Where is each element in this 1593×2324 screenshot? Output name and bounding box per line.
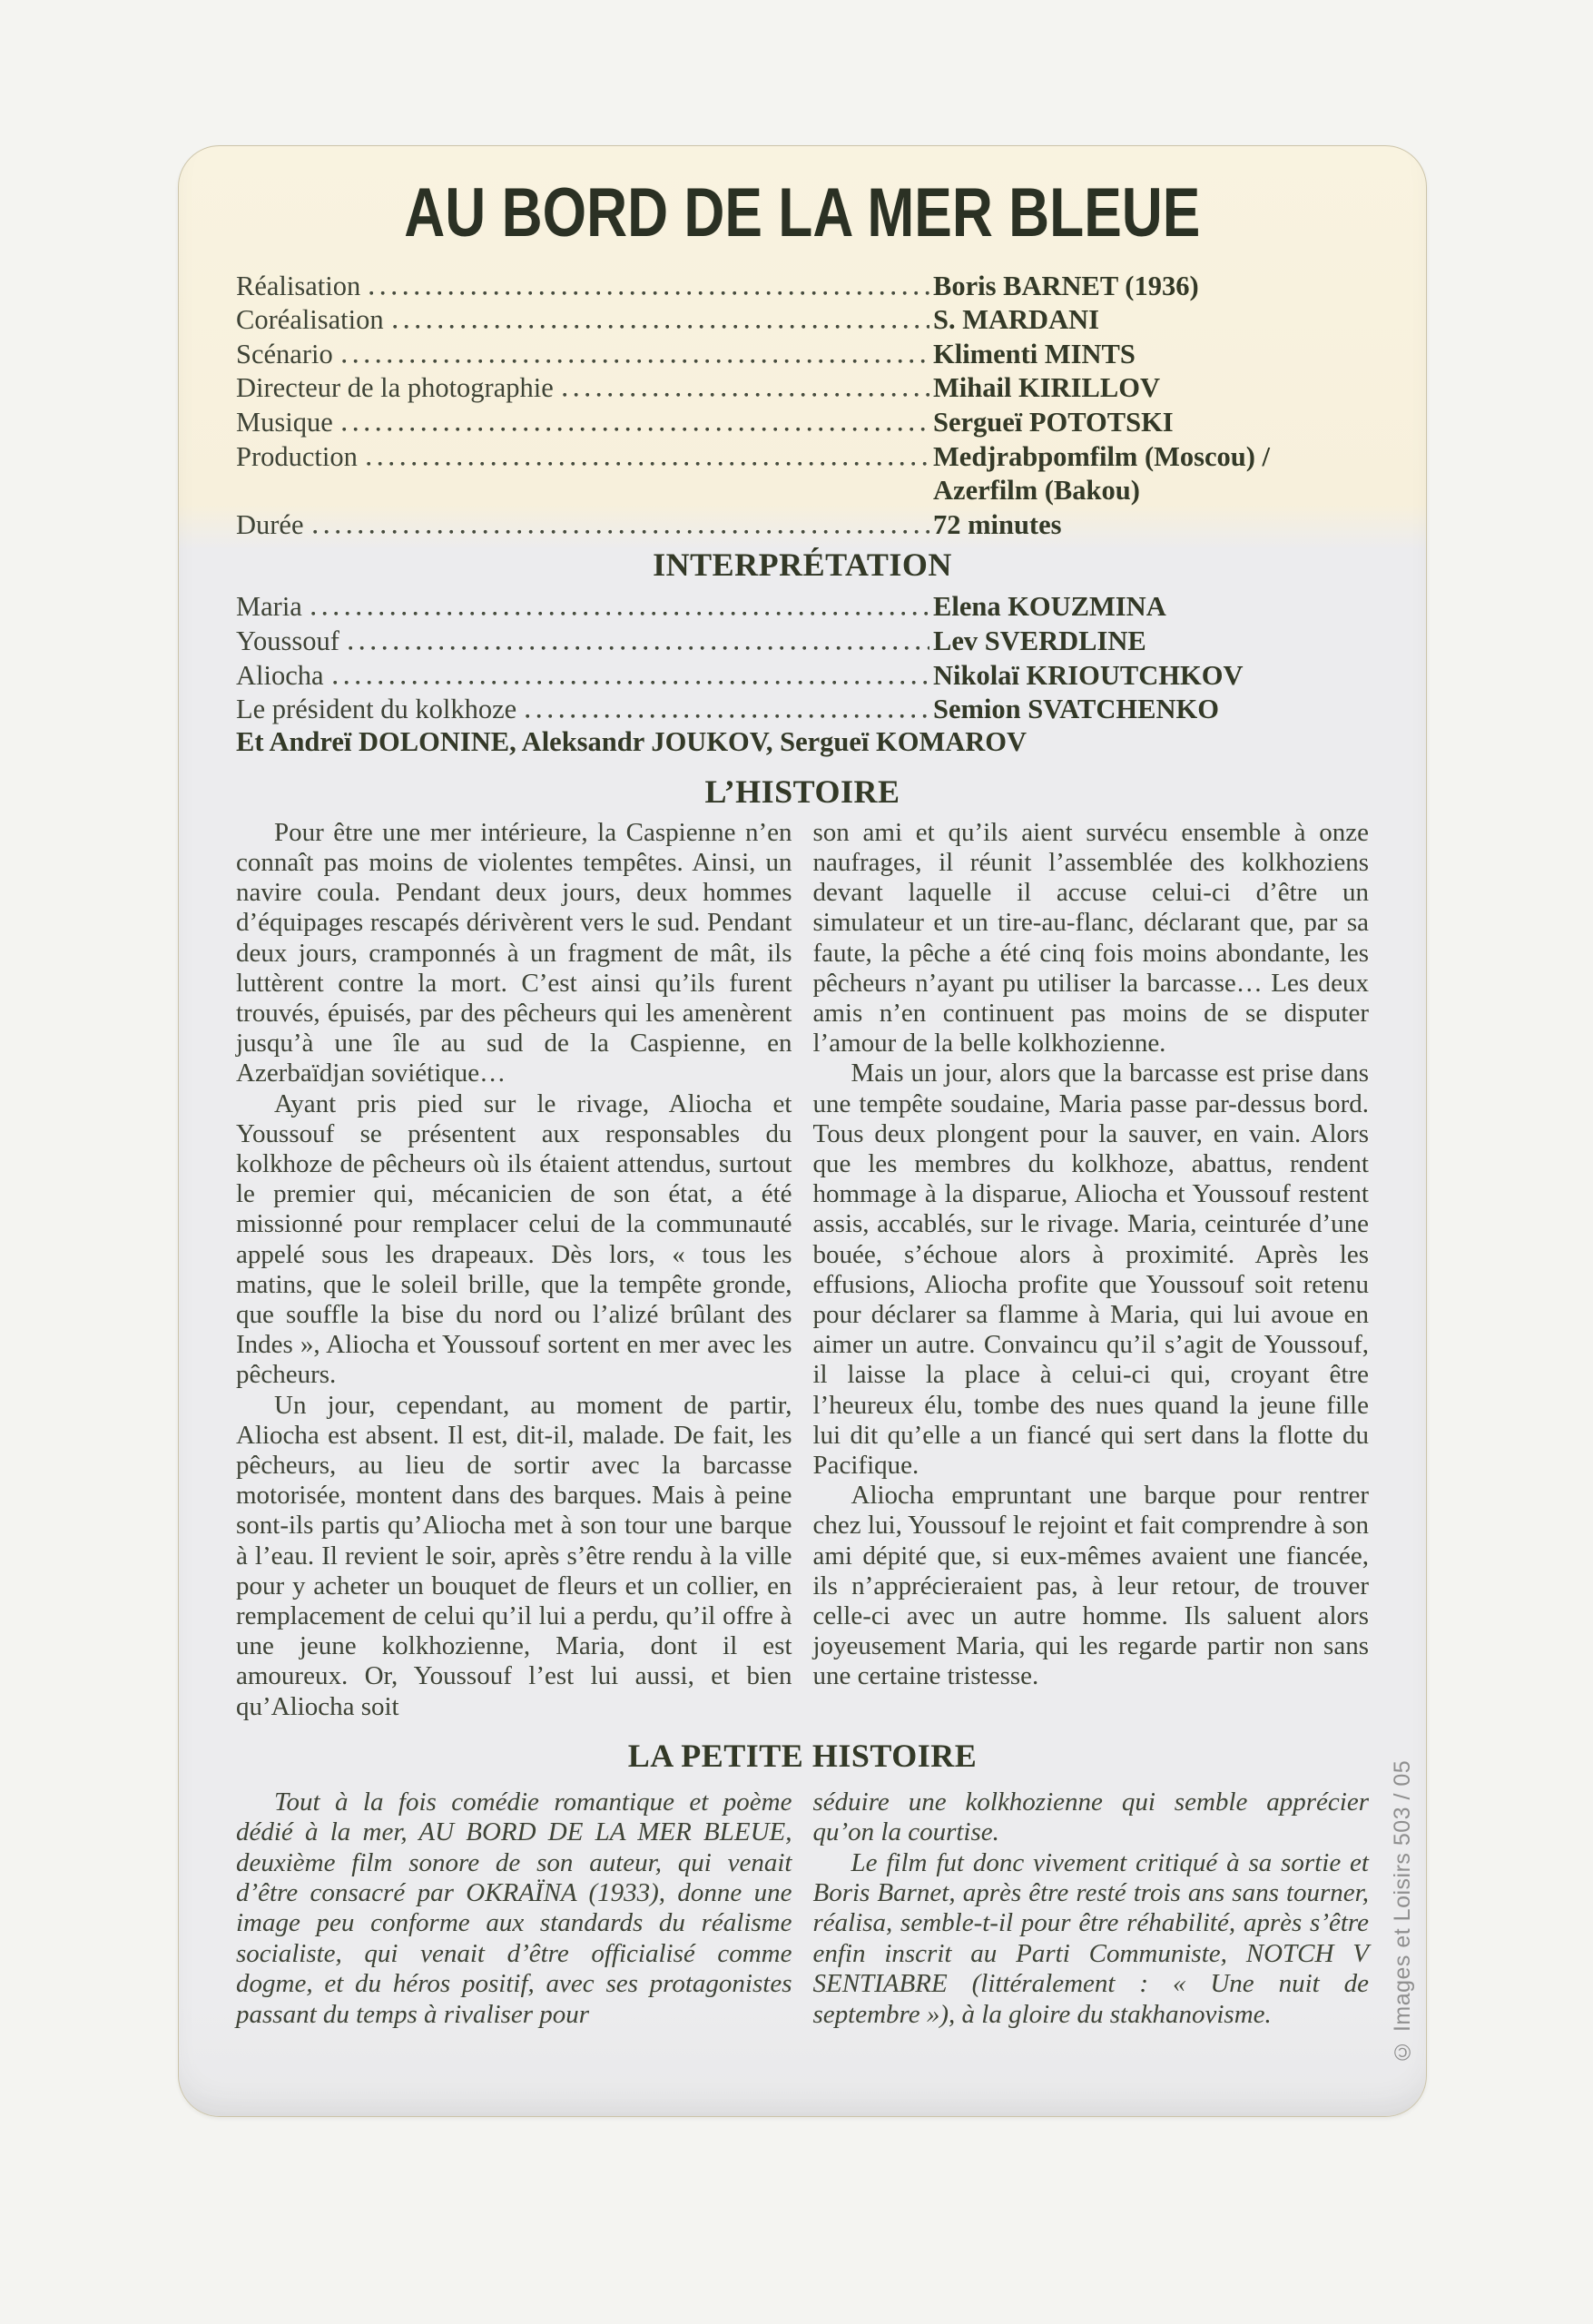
histoire-right-column bbox=[813, 818, 1370, 1722]
histoire-heading: L’HISTOIRE bbox=[704, 773, 900, 810]
cast-actor: Lev SVERDLINE bbox=[933, 625, 1146, 656]
cast-role: Maria bbox=[236, 591, 302, 623]
petite-histoire-heading: LA PETITE HISTOIRE bbox=[627, 1737, 978, 1774]
dotted-leader bbox=[526, 714, 929, 719]
title-row bbox=[179, 146, 1426, 251]
histoire-columns bbox=[179, 818, 1426, 1722]
cast-actor: Elena KOUZMINA bbox=[933, 591, 1166, 623]
dotted-leader bbox=[393, 324, 929, 330]
cast-section bbox=[179, 589, 1426, 725]
credit-value: S. MARDANI bbox=[933, 304, 1099, 336]
copyright-sidenote: © Images et Loisirs 503 / 05 bbox=[1390, 1759, 1415, 2064]
credit-value: 72 minutes bbox=[933, 508, 1062, 540]
dotted-leader bbox=[313, 529, 929, 535]
film-title: AU BORD DE LA MER BLEUE bbox=[404, 174, 1201, 251]
credit-value: Mihail KIRILLOV bbox=[933, 372, 1160, 404]
credit-value: Medjrabpomfilm (Moscou) / bbox=[933, 440, 1271, 472]
credit-row bbox=[236, 438, 1369, 473]
film-fiche-card bbox=[178, 145, 1427, 2117]
credit-row bbox=[236, 404, 1369, 438]
dotted-leader bbox=[349, 645, 929, 651]
dotted-leader bbox=[367, 461, 929, 467]
credit-label: Production bbox=[236, 440, 358, 472]
petite-paragraph: Tout à la fois comédie romantique et poème dédié à la mer, AU BORD DE LA MER BLEUE, deuxième film sonore de son auteur, qui venait d’être consacré par OKRAÏNA (1933), donne une image peu conforme aux standards du réalisme socialiste, qui venait d’être officialisé comme dogme, et du héros positif, avec ses protagonistes passant du temps à rivaliser pour bbox=[236, 1787, 792, 2029]
dotted-leader bbox=[342, 427, 929, 432]
petite-paragraph: Le film fut donc vivement critiqué à sa sortie et Boris Barnet, après être resté trois ans sans tourner, réalisa, semble-t-il pour être réhabilité, après s’être enfin inscrit au Parti Communiste, NOTCH V SENTIABRE (littéralement : « Une nuit de septembre »), à la gloire du stakhanovisme. bbox=[812, 1847, 1369, 2029]
histoire-paragraph: Un jour, cependant, au moment de partir, Aliocha est absent. Il est, dit-il, malade. De fait, les pêcheurs, au lieu de sortir avec la barcasse motorisée, montent dans des barques. Mais à peine sont-ils partis qu’Aliocha met à son tour une barque à l’eau. Il revient le soir, après s’être rendu à la ville pour y acheter un bouquet de fleurs et un collier, en remplacement de celui qu’il lui a perdu, qu’il offre à une jeune kolkhozienne, Maria, dont il est amoureux. Or, Youssouf l’est lui aussi, et bien qu’Aliocha soit bbox=[236, 1390, 792, 1721]
dotted-leader bbox=[369, 290, 929, 296]
dotted-leader bbox=[333, 680, 929, 685]
cast-row bbox=[236, 692, 1369, 726]
credit-label: Durée bbox=[236, 508, 304, 540]
credit-row bbox=[236, 336, 1369, 370]
cast-row bbox=[236, 657, 1369, 692]
cast-row bbox=[236, 589, 1369, 624]
interpretation-heading: INTERPRÉTATION bbox=[653, 546, 952, 583]
histoire-paragraph: Aliocha empruntant une barque pour rentrer chez lui, Youssouf le rejoint et fait comprendre à son ami dépité que, si eux-mêmes avaient une fiancée, ils n’apprécieraient pas, à leur retour, de trouver celle-ci avec un autre homme. Ils saluent alors joyeusement Maria, qui les regarde partir non sans une certaine tristesse. bbox=[812, 1481, 1369, 1691]
credit-label: Coréalisation bbox=[236, 304, 384, 336]
credit-label: Scénario bbox=[236, 338, 333, 369]
dotted-leader bbox=[342, 359, 929, 364]
petite-histoire-columns bbox=[179, 1782, 1426, 2030]
petite-left-column bbox=[236, 1787, 792, 2030]
cast-row bbox=[236, 623, 1369, 657]
credit-row bbox=[236, 507, 1369, 541]
histoire-paragraph: son ami et qu’ils aient survécu ensemble à onze naufrages, il réunit l’assemblée des kolkhoziens devant laquelle il accuse celui-ci d’être un simulateur et un tire-au-flanc, déclarant que, par sa faute, la pêche a été cinq fois moins abondante, les pêcheurs n’ayant pu utiliser la barcasse… Les deux amis n’en continuent pas moins de se disputer l’amour de la belle kolkhozienne. bbox=[812, 817, 1369, 1059]
histoire-paragraph: Pour être une mer intérieure, la Caspienne n’en connaît pas moins de violentes tempêtes. Ainsi, un navire coula. Pendant deux jours, deux hommes d’équipages rescapés dérivèrent vers le sud. Pendant deux jours, cramponnés à un fragment de mât, ils luttèrent contre la mort. C’est ainsi qu’ils furent trouvés, épuisés, par des pêcheurs qui les amenèrent jusqu’à une île au sud de la Caspienne, en Azerbaïdjan soviétique… bbox=[236, 817, 792, 1088]
cast-actor: Nikolaï KRIOUTCHKOV bbox=[933, 659, 1244, 691]
cast-actor: Semion SVATCHENKO bbox=[933, 694, 1219, 725]
credit-row bbox=[236, 302, 1369, 337]
credit-value: Boris BARNET (1936) bbox=[933, 270, 1199, 301]
credit-label: Réalisation bbox=[236, 270, 361, 301]
credit-row bbox=[236, 370, 1369, 405]
cast-role: Le président du kolkhoze bbox=[236, 694, 517, 725]
dotted-leader bbox=[563, 392, 929, 398]
credit-label: Musique bbox=[236, 406, 333, 438]
histoire-paragraph: Mais un jour, alors que la barcasse est prise dans une tempête soudaine, Maria passe par-dessus bord. Tous deux plongent pour la sauver, en vain. Alors que les membres du kolkhoze, abattus, rendent hommage à la disparue, Aliocha et Youssouf restent assis, accablés, sur le rivage. Maria, ceinturée d’une bouée, s’échoue alors à proximité. Après les effusions, Aliocha profite que Youssouf soit retenu pour déclarer sa flamme à Maria, qui lui avoue en aimer un autre. Convaincu qu’il s’agit de Youssouf, il laisse la place à celui-ci qui, croyant être l’heureux élu, tombe des nues quand la jeune fille lui dit qu’elle a un fiancé qui sert dans la flotte du Pacifique. bbox=[812, 1059, 1369, 1480]
credit-label: Directeur de la photographie bbox=[236, 372, 554, 404]
credit-value: Azerfilm (Bakou) bbox=[933, 475, 1140, 507]
dotted-leader bbox=[311, 611, 929, 616]
histoire-left-column bbox=[236, 818, 792, 1722]
credit-row bbox=[236, 268, 1369, 302]
cast-role: Aliocha bbox=[236, 659, 324, 691]
cast-role: Youssouf bbox=[236, 625, 339, 656]
additional-cast-line: Et Andreï DOLONINE, Aleksandr JOUKOV, Sergueï KOMAROV bbox=[236, 726, 1028, 758]
credit-value: Sergueï POTOTSKI bbox=[933, 406, 1174, 438]
credit-value: Klimenti MINTS bbox=[933, 338, 1136, 369]
petite-paragraph: séduire une kolkhozienne qui semble apprécier qu’on la courtise. bbox=[812, 1787, 1369, 1847]
histoire-paragraph: Ayant pris pied sur le rivage, Aliocha et Youssouf se présentent aux responsables du kolkhoze de pêcheurs où ils étaient attendus, surtout le premier qui, mécanicien de son état, a été missionné pour remplacer celui de la communauté appelé sous les drapeaux. Dès lors, « tous les matins, que le soleil brille, que la tempête gronde, que souffle la bise du nord ou l’alizé brûlant des Indes », Aliocha et Youssouf sortent en mer avec les pêcheurs. bbox=[236, 1088, 792, 1390]
credit-row-continuation bbox=[236, 473, 1369, 507]
credits-section bbox=[179, 268, 1426, 541]
petite-right-column bbox=[813, 1787, 1370, 2030]
